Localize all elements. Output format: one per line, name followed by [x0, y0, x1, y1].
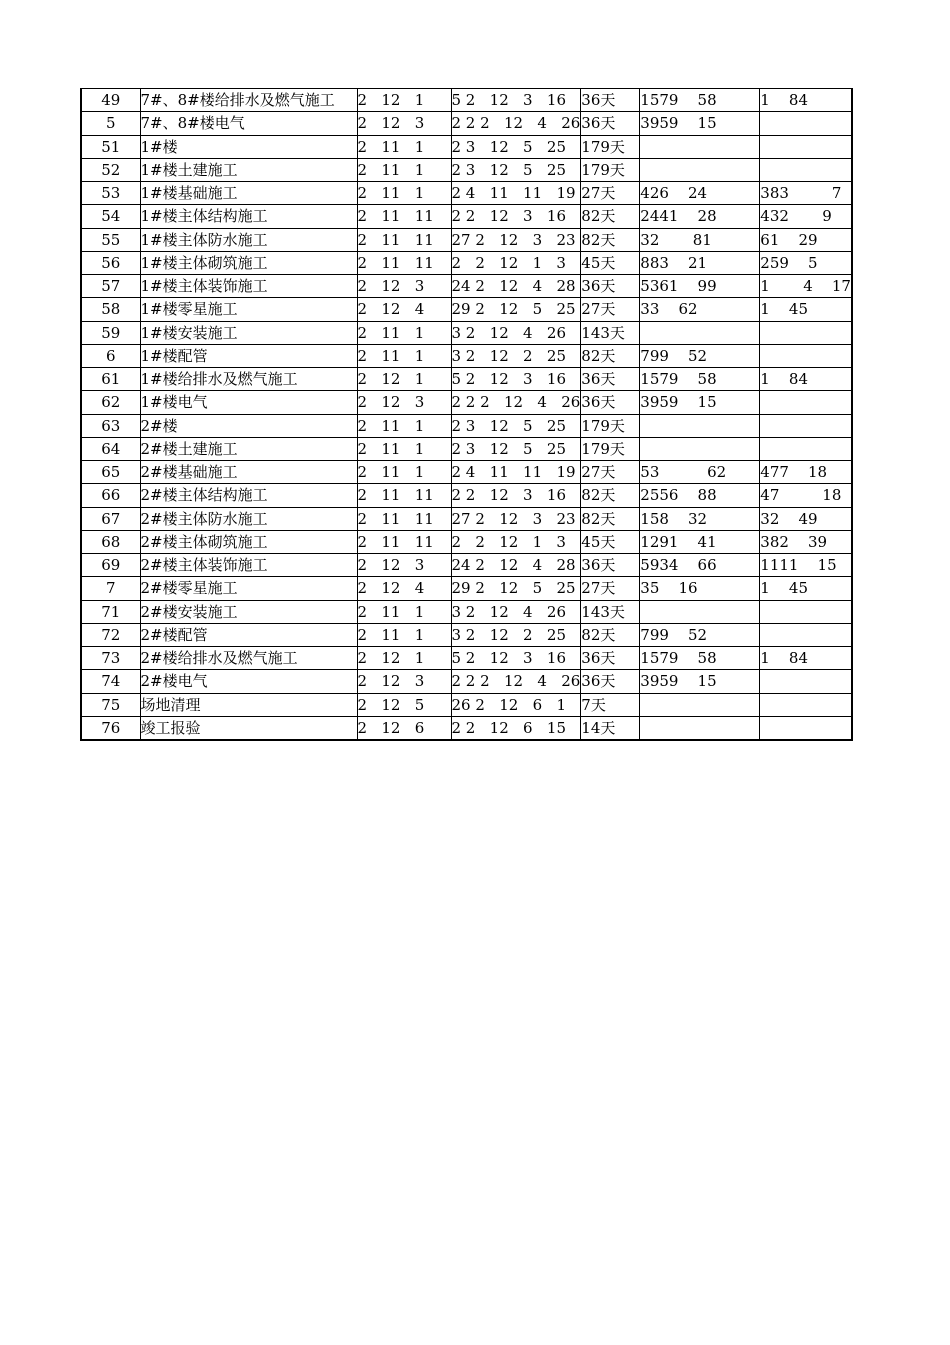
end-date: 2 2 12 6 15: [451, 716, 581, 740]
value-2: [760, 391, 852, 414]
table-row: [81, 298, 852, 321]
task-name: 1#楼零星施工: [140, 298, 357, 321]
schedule-table: [80, 88, 853, 741]
value-1: 883 21: [640, 251, 760, 274]
value-2: 1111 15: [760, 554, 852, 577]
start-date: 2 12 3: [357, 670, 451, 693]
duration: 27天: [581, 577, 640, 600]
start-date: 2 11 1: [357, 461, 451, 484]
value-1: [640, 600, 760, 623]
value-2: [760, 135, 852, 158]
start-date: 2 12 4: [357, 298, 451, 321]
end-date: 5 2 12 3 16: [451, 368, 581, 391]
duration: 36天: [581, 89, 640, 112]
value-2: 432 9: [760, 205, 852, 228]
value-2: 1 45: [760, 577, 852, 600]
table-row: [81, 251, 852, 274]
value-2: [760, 716, 852, 740]
value-2: 259 5: [760, 251, 852, 274]
table-row: [81, 577, 852, 600]
end-date: 2 2 12 1 3: [451, 251, 581, 274]
value-1: 32 81: [640, 228, 760, 251]
start-date: 2 11 1: [357, 414, 451, 437]
table-row: [81, 461, 852, 484]
table-row: [81, 321, 852, 344]
value-2: [760, 437, 852, 460]
value-2: [760, 158, 852, 181]
task-name: 1#楼主体结构施工: [140, 205, 357, 228]
task-name: 1#楼主体砌筑施工: [140, 251, 357, 274]
duration: 45天: [581, 530, 640, 553]
duration: 179天: [581, 158, 640, 181]
schedule-body: [81, 89, 852, 741]
duration: 179天: [581, 437, 640, 460]
row-number: 49: [81, 89, 140, 112]
value-2: [760, 344, 852, 367]
value-2: [760, 112, 852, 135]
end-date: 2 3 12 5 25: [451, 135, 581, 158]
start-date: 2 11 11: [357, 530, 451, 553]
value-1: 1579 58: [640, 647, 760, 670]
end-date: 29 2 12 5 25: [451, 577, 581, 600]
value-1: 3959 15: [640, 670, 760, 693]
end-date: 26 2 12 6 1: [451, 693, 581, 716]
row-number: 63: [81, 414, 140, 437]
task-name: 2#楼给排水及燃气施工: [140, 647, 357, 670]
start-date: 2 11 1: [357, 344, 451, 367]
value-2: 32 49: [760, 507, 852, 530]
value-1: 1291 41: [640, 530, 760, 553]
task-name: 2#楼配管: [140, 623, 357, 646]
start-date: 2 11 11: [357, 484, 451, 507]
task-name: 1#楼给排水及燃气施工: [140, 368, 357, 391]
start-date: 2 12 6: [357, 716, 451, 740]
value-2: [760, 670, 852, 693]
start-date: 2 11 11: [357, 228, 451, 251]
row-number: 76: [81, 716, 140, 740]
value-1: [640, 158, 760, 181]
task-name: 1#楼: [140, 135, 357, 158]
value-2: 1 84: [760, 368, 852, 391]
end-date: 2 2 12 3 16: [451, 484, 581, 507]
table-row: [81, 158, 852, 181]
table-row: [81, 670, 852, 693]
row-number: 69: [81, 554, 140, 577]
start-date: 2 11 11: [357, 251, 451, 274]
task-name: 2#楼主体砌筑施工: [140, 530, 357, 553]
table-row: [81, 344, 852, 367]
table-row: [81, 368, 852, 391]
table-row: [81, 437, 852, 460]
row-number: 56: [81, 251, 140, 274]
value-1: 53 62: [640, 461, 760, 484]
value-1: 35 16: [640, 577, 760, 600]
value-1: [640, 414, 760, 437]
table-row: [81, 391, 852, 414]
end-date: 2 2 2 12 4 26: [451, 391, 581, 414]
task-name: 2#楼电气: [140, 670, 357, 693]
end-date: 2 2 12 1 3: [451, 530, 581, 553]
table-row: [81, 205, 852, 228]
end-date: 27 2 12 3 23: [451, 507, 581, 530]
duration: 82天: [581, 344, 640, 367]
row-number: 72: [81, 623, 140, 646]
row-number: 53: [81, 182, 140, 205]
duration: 82天: [581, 484, 640, 507]
value-2: 382 39: [760, 530, 852, 553]
duration: 14天: [581, 716, 640, 740]
row-number: 64: [81, 437, 140, 460]
end-date: 24 2 12 4 28: [451, 275, 581, 298]
duration: 36天: [581, 391, 640, 414]
duration: 36天: [581, 368, 640, 391]
value-2: [760, 414, 852, 437]
start-date: 2 12 5: [357, 693, 451, 716]
row-number: 59: [81, 321, 140, 344]
value-1: [640, 437, 760, 460]
end-date: 2 3 12 5 25: [451, 158, 581, 181]
duration: 27天: [581, 182, 640, 205]
table-row: [81, 623, 852, 646]
task-name: 2#楼基础施工: [140, 461, 357, 484]
duration: 27天: [581, 461, 640, 484]
row-number: 54: [81, 205, 140, 228]
end-date: 3 2 12 4 26: [451, 600, 581, 623]
row-number: 68: [81, 530, 140, 553]
end-date: 5 2 12 3 16: [451, 647, 581, 670]
value-2: 1 4 17: [760, 275, 852, 298]
start-date: 2 11 1: [357, 158, 451, 181]
end-date: 2 4 11 11 19: [451, 182, 581, 205]
row-number: 58: [81, 298, 140, 321]
end-date: 24 2 12 4 28: [451, 554, 581, 577]
value-1: 799 52: [640, 344, 760, 367]
task-name: 1#楼基础施工: [140, 182, 357, 205]
value-2: 61 29: [760, 228, 852, 251]
table-row: [81, 112, 852, 135]
end-date: 2 2 12 3 16: [451, 205, 581, 228]
table-row: [81, 182, 852, 205]
row-number: 61: [81, 368, 140, 391]
row-number: 6: [81, 344, 140, 367]
table-row: [81, 693, 852, 716]
table-row: [81, 414, 852, 437]
end-date: 3 2 12 4 26: [451, 321, 581, 344]
start-date: 2 11 1: [357, 321, 451, 344]
row-number: 65: [81, 461, 140, 484]
duration: 82天: [581, 623, 640, 646]
end-date: 2 3 12 5 25: [451, 414, 581, 437]
table-row: [81, 484, 852, 507]
value-1: 1579 58: [640, 89, 760, 112]
duration: 36天: [581, 275, 640, 298]
task-name: 1#楼主体防水施工: [140, 228, 357, 251]
end-date: 5 2 12 3 16: [451, 89, 581, 112]
duration: 143天: [581, 321, 640, 344]
start-date: 2 12 1: [357, 647, 451, 670]
table-row: [81, 507, 852, 530]
value-1: 2556 88: [640, 484, 760, 507]
table-row: [81, 554, 852, 577]
value-2: [760, 321, 852, 344]
start-date: 2 12 1: [357, 89, 451, 112]
value-1: 158 32: [640, 507, 760, 530]
value-1: 799 52: [640, 623, 760, 646]
table-row: [81, 89, 852, 112]
task-name: 1#楼安装施工: [140, 321, 357, 344]
end-date: 2 2 2 12 4 26: [451, 112, 581, 135]
end-date: 29 2 12 5 25: [451, 298, 581, 321]
row-number: 67: [81, 507, 140, 530]
start-date: 2 12 1: [357, 368, 451, 391]
task-name: 2#楼主体防水施工: [140, 507, 357, 530]
end-date: 2 2 2 12 4 26: [451, 670, 581, 693]
row-number: 7: [81, 577, 140, 600]
start-date: 2 12 3: [357, 275, 451, 298]
duration: 179天: [581, 414, 640, 437]
value-1: [640, 693, 760, 716]
end-date: 3 2 12 2 25: [451, 344, 581, 367]
table-row: [81, 530, 852, 553]
end-date: 3 2 12 2 25: [451, 623, 581, 646]
task-name: 2#楼主体结构施工: [140, 484, 357, 507]
value-2: 1 84: [760, 647, 852, 670]
duration: 36天: [581, 647, 640, 670]
duration: 36天: [581, 554, 640, 577]
row-number: 5: [81, 112, 140, 135]
table-row: [81, 647, 852, 670]
duration: 82天: [581, 507, 640, 530]
table-row: [81, 228, 852, 251]
table-row: [81, 275, 852, 298]
start-date: 2 11 1: [357, 623, 451, 646]
value-2: [760, 693, 852, 716]
end-date: 2 4 11 11 19: [451, 461, 581, 484]
row-number: 75: [81, 693, 140, 716]
task-name: 2#楼主体装饰施工: [140, 554, 357, 577]
duration: 82天: [581, 205, 640, 228]
value-1: [640, 321, 760, 344]
duration: 27天: [581, 298, 640, 321]
row-number: 62: [81, 391, 140, 414]
task-name: 竣工报验: [140, 716, 357, 740]
duration: 82天: [581, 228, 640, 251]
row-number: 55: [81, 228, 140, 251]
value-1: 5934 66: [640, 554, 760, 577]
task-name: 2#楼零星施工: [140, 577, 357, 600]
start-date: 2 11 1: [357, 135, 451, 158]
value-1: 426 24: [640, 182, 760, 205]
start-date: 2 12 3: [357, 391, 451, 414]
value-1: 3959 15: [640, 112, 760, 135]
task-name: 2#楼: [140, 414, 357, 437]
row-number: 71: [81, 600, 140, 623]
value-2: 47 18: [760, 484, 852, 507]
end-date: 27 2 12 3 23: [451, 228, 581, 251]
row-number: 73: [81, 647, 140, 670]
value-2: [760, 623, 852, 646]
value-2: [760, 600, 852, 623]
start-date: 2 12 4: [357, 577, 451, 600]
task-name: 2#楼土建施工: [140, 437, 357, 460]
duration: 36天: [581, 112, 640, 135]
start-date: 2 11 11: [357, 507, 451, 530]
task-name: 1#楼主体装饰施工: [140, 275, 357, 298]
duration: 179天: [581, 135, 640, 158]
row-number: 74: [81, 670, 140, 693]
table-row: [81, 600, 852, 623]
value-1: 2441 28: [640, 205, 760, 228]
value-2: 383 7: [760, 182, 852, 205]
start-date: 2 12 3: [357, 112, 451, 135]
duration: 7天: [581, 693, 640, 716]
row-number: 52: [81, 158, 140, 181]
task-name: 1#楼电气: [140, 391, 357, 414]
task-name: 7#、8#楼给排水及燃气施工: [140, 89, 357, 112]
start-date: 2 11 1: [357, 437, 451, 460]
value-1: [640, 716, 760, 740]
task-name: 1#楼土建施工: [140, 158, 357, 181]
row-number: 51: [81, 135, 140, 158]
value-1: 33 62: [640, 298, 760, 321]
table-row: [81, 135, 852, 158]
duration: 36天: [581, 670, 640, 693]
row-number: 57: [81, 275, 140, 298]
duration: 143天: [581, 600, 640, 623]
task-name: 1#楼配管: [140, 344, 357, 367]
value-2: 1 45: [760, 298, 852, 321]
row-number: 66: [81, 484, 140, 507]
value-1: 1579 58: [640, 368, 760, 391]
task-name: 场地清理: [140, 693, 357, 716]
end-date: 2 3 12 5 25: [451, 437, 581, 460]
value-2: 1 84: [760, 89, 852, 112]
value-1: 5361 99: [640, 275, 760, 298]
start-date: 2 11 11: [357, 205, 451, 228]
start-date: 2 11 1: [357, 182, 451, 205]
duration: 45天: [581, 251, 640, 274]
start-date: 2 11 1: [357, 600, 451, 623]
task-name: 7#、8#楼电气: [140, 112, 357, 135]
value-2: 477 18: [760, 461, 852, 484]
value-1: 3959 15: [640, 391, 760, 414]
start-date: 2 12 3: [357, 554, 451, 577]
table-row: [81, 716, 852, 740]
task-name: 2#楼安装施工: [140, 600, 357, 623]
value-1: [640, 135, 760, 158]
